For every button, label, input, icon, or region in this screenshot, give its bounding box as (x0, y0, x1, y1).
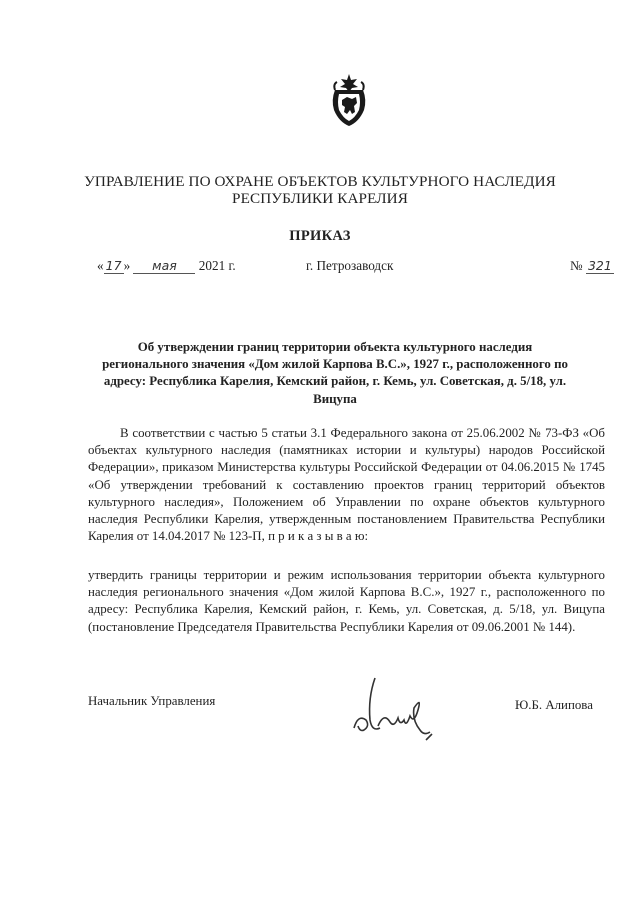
organization-name-line2: РЕСПУБЛИКИ КАРЕЛИЯ (232, 190, 408, 207)
document-subject: Об утверждении границ территории объекта культурного наследия регионального значения «Дом жилой Карпова В.С.», 1927 г., расположенного по адресу: Республика Карелия, Кемский район, г. Кемь, ул. Советская, д. 5/18, ул. Вицупа (102, 340, 568, 406)
organization-name-line1: УПРАВЛЕНИЕ ПО ОХРАНЕ ОБЪЕКТОВ КУЛЬТУРНОГО НАСЛЕДИЯ (84, 173, 556, 190)
number-value: 321 (586, 259, 614, 274)
date-open-quote: « (97, 258, 104, 273)
document-number (570, 258, 614, 274)
handwritten-signature-icon (340, 670, 450, 755)
document-date (97, 258, 236, 274)
signatory-position: Начальник Управления (88, 694, 216, 708)
date-year: 2021 г. (198, 258, 236, 273)
karelia-coat-of-arms-icon (325, 70, 373, 128)
date-month: мая (133, 259, 195, 274)
body-paragraph-1: В соответствии с частью 5 статьи 3.1 Федерального закона от 25.06.2002 № 73-ФЗ «Об объектах культурного наследия (памятниках истории и культуры) народов Российской Федерации», приказом Министерства культуры Российской Федерации от 04.06.2015 № 1745 «Об утверждении требований к составлению проектов границ территорий объектов культурного наследия», Положением об Управлении по охране объектов культурного наследия Республики Карелия, утвержденным постановлением Правительства Республики Карелия от 14.04.2017 № 123-П, п р и к а з ы в а ю: (88, 426, 605, 544)
signatory-name: Ю.Б. Алипова (515, 698, 593, 712)
date-close-quote: » (123, 258, 131, 273)
date-number-line (0, 258, 640, 278)
date-day: 17 (104, 259, 124, 274)
body-paragraph-2: утвердить границы территории и режим использования территории объекта культурного наследия регионального значения «Дом жилой Карпова В.С.», 1927 г., расположенного по адресу: Республика Карелия, Кемский район, г. Кемь, ул. Советская, д. 5/18, ул. Вицупа (постановление Председателя Правительства Республики Карелия от 09.06.2001 № 144). (88, 568, 605, 634)
document-type-title: ПРИКАЗ (289, 228, 351, 244)
document-city: г. Петрозаводск (306, 258, 394, 273)
number-label: № (570, 258, 583, 273)
